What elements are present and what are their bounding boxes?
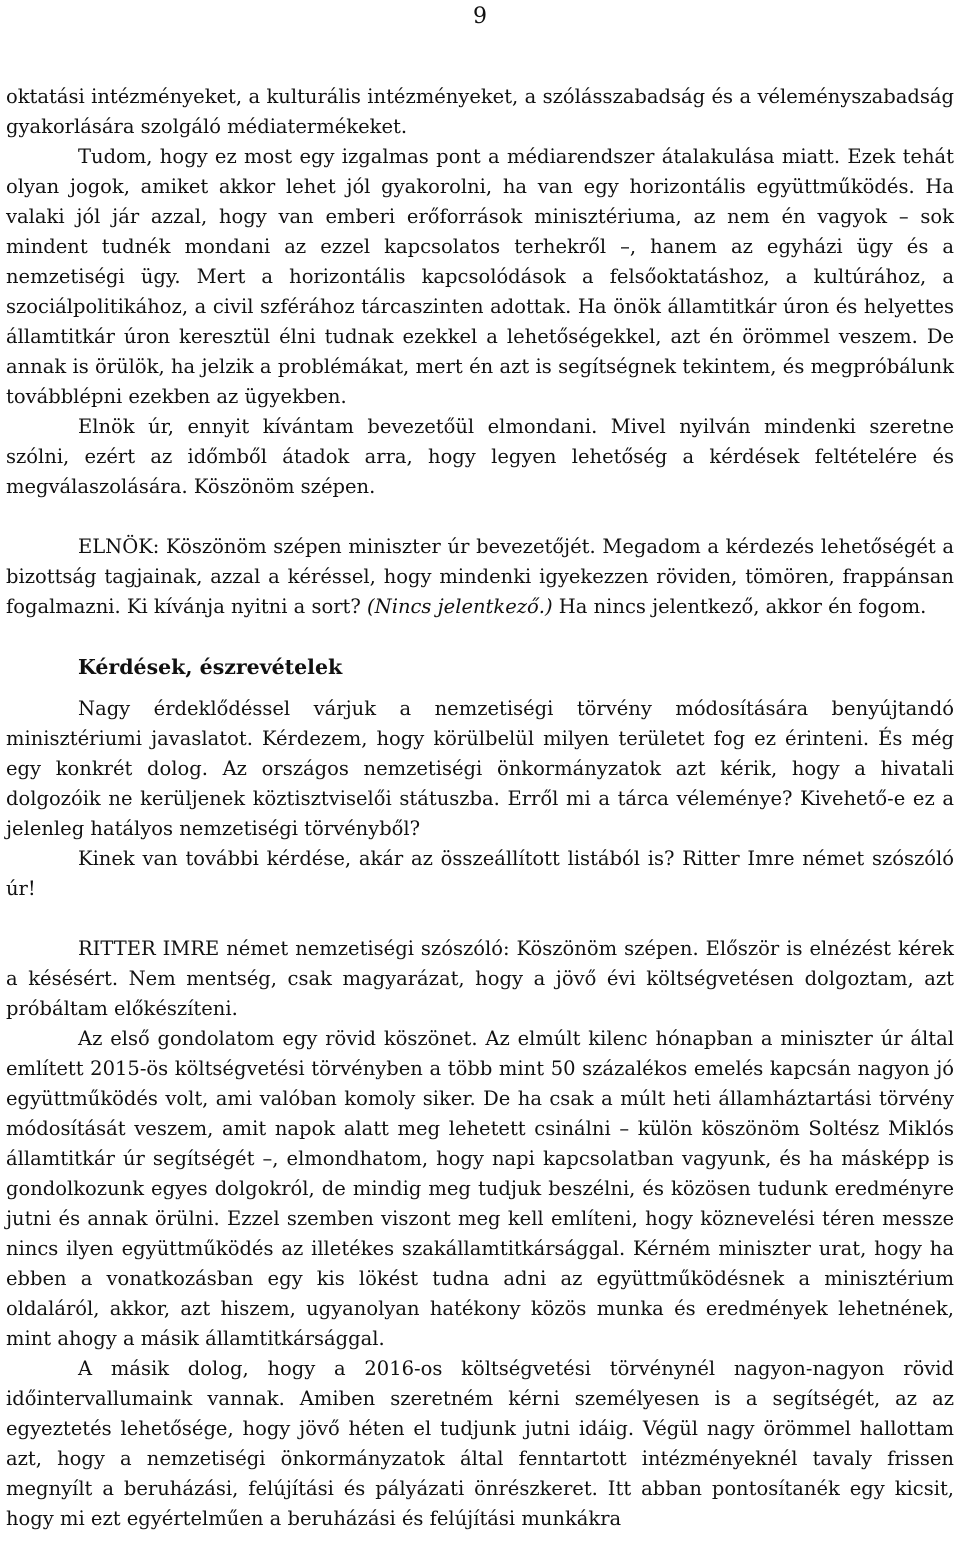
paragraph-8: Az első gondolatom egy rövid köszönet. Az elmúlt kilenc hónapban a miniszter úr által említett 2015-ös költségvetési törvényben a több mint 50 százalékos emelés kapcsán nagyon jó együttműködés volt, ami valóban komoly siker. De ha csak a múlt heti államháztartási törvény módosítását veszem, amit napok alatt meg lehetett csinálni – külön köszönöm Soltész Miklós államtitkár úr segítségét –, elmondhatom, hogy napi kapcsolatban vagyunk, és ha másképp is gondolkozunk egyes dolgokról, de mindig meg tudjuk beszélni, és közösen tudunk eredményre jutni és annak örülni. Ezzel szemben viszont meg kell említeni, hogy köznevelési téren messze nincs ilyen együttműködés az illetékes szakállamtitkársággal. Kérném miniszter urat, hogy ha ebben a vonatkozásban egy kis lökést tudna adni az együttműködésnek a minisztérium oldaláról, akkor, azt hiszem, ugyanolyan hatékony közös munka és eredmények lehetnének, mint ahogy a másik államtitkársággal. xyxy=(6,1027,954,1350)
paragraph-4-italic-note: (Nincs jelentkező.) xyxy=(367,595,553,618)
paragraph-1: oktatási intézményeket, a kulturális intézményeket, a szólásszabadság és a véleményszabadság gyakorlására szolgáló médiatermékeket. xyxy=(6,85,954,138)
paragraph-2: Tudom, hogy ez most egy izgalmas pont a médiarendszer átalakulása miatt. Ezek tehát olyan jogok, amiket akkor lehet jól gyakorolni, ha van egy horizontális együttműködés. Ha valaki jól jár azzal, hogy van emberi erőforrások minisztériuma, az nem én vagyok – sok mindent tudnék mondani az ezzel kapcsolatos terhekről –, hanem az egyházi ügy és a nemzetiségi ügy. Mert a horizontális kapcsolódások a felsőoktatáshoz, a kultúrához, a szociálpolitikához, a civil szférához tárcaszinten adottak. Ha önök államtitkár úron és helyettes államtitkár úron keresztül élni tudnak ezekkel a lehetőségekkel, azt én örömmel veszem. De annak is örülök, ha jelzik a problémákat, mert én azt is segítségnek tekintem, és megpróbálunk továbblépni ezekben az ügyekben. xyxy=(6,145,954,408)
paragraph-3: Elnök úr, ennyit kívántam bevezetőül elmondani. Mivel nyilván mindenki szeretne szólni, ezért az időmből átadok arra, hogy legyen lehetőség a kérdések feltételére és megválaszolására. Köszönöm szépen. xyxy=(6,415,954,498)
paragraph-9: A másik dolog, hogy a 2016-os költségvetési törvénynél nagyon-nagyon rövid időintervallumaink vannak. Amiben szeretném kérni személyesen is a segítségét, az az egyeztetés lehetősége, hogy jövő héten el tudjunk jutni idáig. Végül nagy örömmel hallottam azt, hogy a nemzetiségi önkormányzatok által fenntartott intézményeknél tavaly frissen megnyílt a beruházási, felújítási és pályázati önrészkeret. Itt abban pontosítanék egy kicsit, hogy mi ezt egyértelműen a beruházási és felújítási munkákra xyxy=(6,1357,954,1530)
section-heading: Kérdések, észrevételek xyxy=(78,655,343,679)
paragraph-7: RITTER IMRE német nemzetiségi szószóló: Köszönöm szépen. Először is elnézést kérek a késésért. Nem mentség, csak magyarázat, hogy a jövő évi költségvetésen dolgoztam, azt próbáltam előkészíteni. xyxy=(6,937,954,1020)
paragraph-4 xyxy=(6,532,954,622)
paragraph-6: Kinek van további kérdése, akár az összeállított listából is? Ritter Imre német szószóló úr! xyxy=(6,847,954,900)
document-body xyxy=(6,82,954,1534)
paragraph-4-text-a: ELNÖK: Köszönöm szépen miniszter úr bevezetőjét. Megadom a kérdezés lehetőségét a bizottság tagjainak, azzal a kéréssel, hogy mindenki igyekezzen röviden, tömören, frappánsan fogalmazni. Ki kívánja nyitni a sort? xyxy=(6,535,954,618)
paragraph-4-text-b: Ha nincs jelentkező, akkor én fogom. xyxy=(552,595,927,618)
paragraph-5: Nagy érdeklődéssel várjuk a nemzetiségi törvény módosítására benyújtandó minisztériumi javaslatot. Kérdezem, hogy körülbelül milyen területet fog ez érinteni. És még egy konkrét dolog. Az országos nemzetiségi önkormányzatok azt kérik, hogy a hivatali dolgozóik ne kerüljenek köztisztviselői státuszba. Erről mi a tárca véleménye? Kivehető-e ez a jelenleg hatályos nemzetiségi törvényből? xyxy=(6,697,954,840)
page-number: 9 xyxy=(473,4,487,29)
